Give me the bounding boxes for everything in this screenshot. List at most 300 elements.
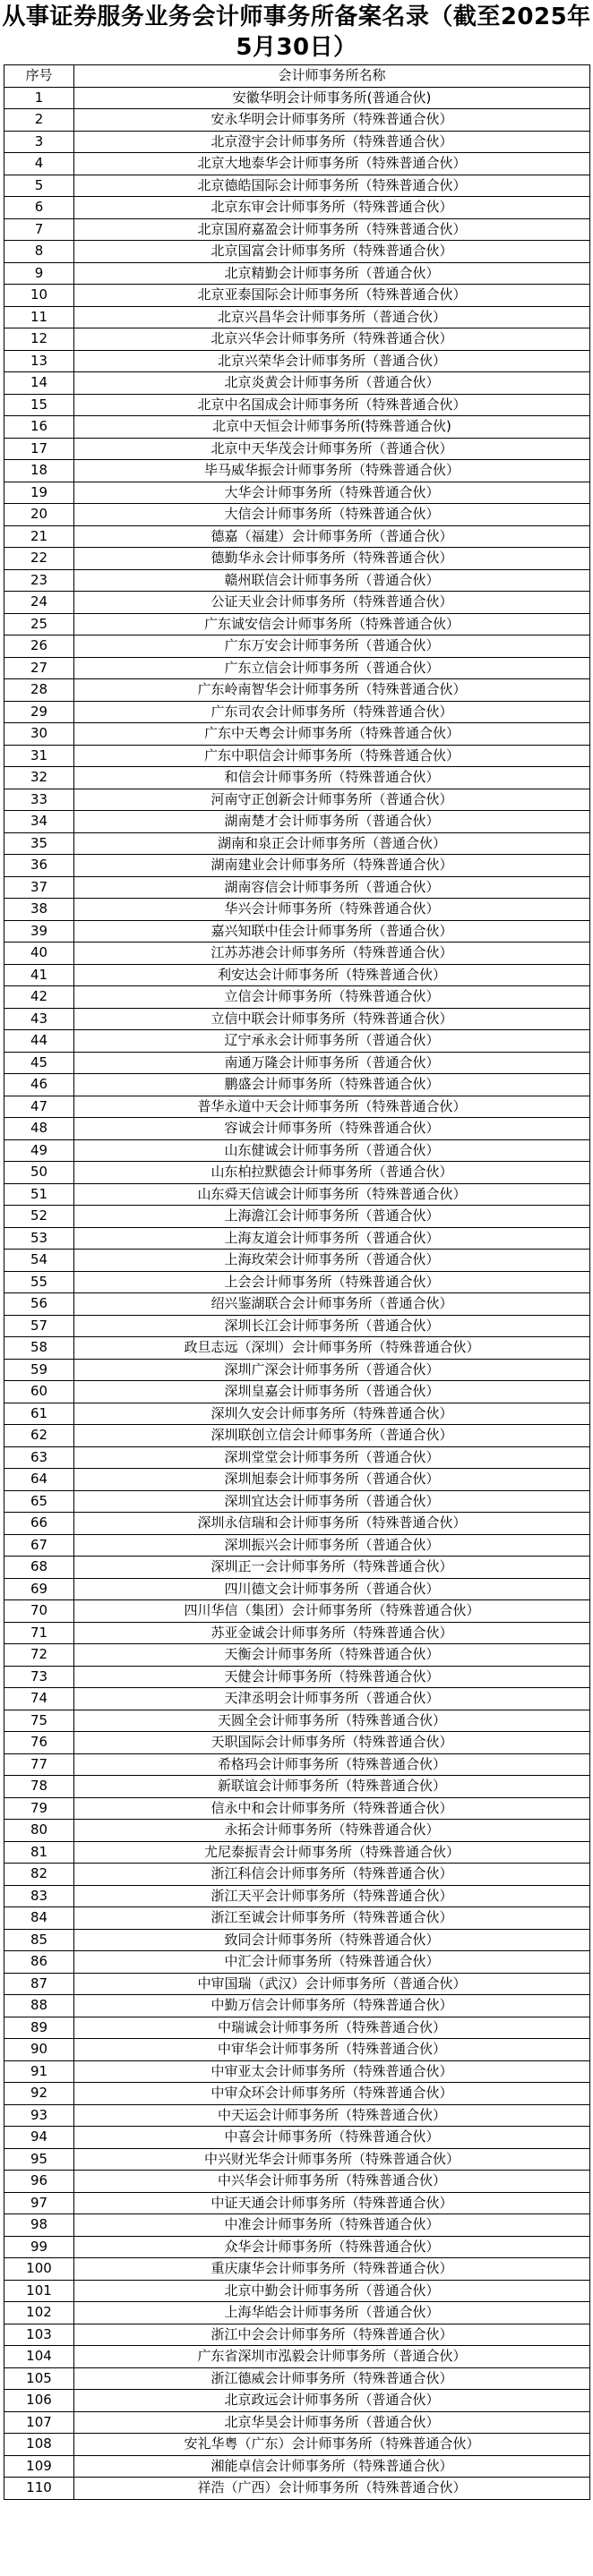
firm-name-cell: 天衡会计师事务所（特殊普通合伙）	[74, 1644, 590, 1667]
serial-number-cell: 32	[4, 767, 74, 789]
table-row	[4, 285, 590, 307]
serial-number-cell: 28	[4, 679, 74, 702]
serial-number-cell: 6	[4, 197, 74, 219]
serial-number-cell: 61	[4, 1403, 74, 1425]
firm-name-cell: 广东立信会计师事务所（普通合伙）	[74, 657, 590, 679]
firm-name-cell: 北京中名国成会计师事务所（特殊普通合伙）	[74, 394, 590, 416]
serial-number-cell: 88	[4, 1995, 74, 2017]
serial-number-cell: 100	[4, 2258, 74, 2281]
table-row	[4, 1995, 590, 2017]
table-row	[4, 1710, 590, 1732]
serial-number-cell: 30	[4, 723, 74, 746]
table-row	[4, 1864, 590, 1886]
table-row	[4, 876, 590, 899]
table-row	[4, 1600, 590, 1623]
table-row	[4, 1381, 590, 1403]
firm-name-cell: 北京中天华茂会计师事务所（普通合伙）	[74, 438, 590, 460]
table-row	[4, 2302, 590, 2324]
firm-name-cell: 浙江至诚会计师事务所（特殊普通合伙）	[74, 1907, 590, 1930]
firm-name-cell: 北京中勤会计师事务所（普通合伙）	[74, 2280, 590, 2302]
firm-name-cell: 中审国瑞（武汉）会计师事务所（普通合伙）	[74, 1973, 590, 1995]
firm-name-cell: 利安达会计师事务所（特殊普通合伙）	[74, 964, 590, 986]
firm-name-cell: 毕马威华振会计师事务所（特殊普通合伙）	[74, 460, 590, 482]
table-row	[4, 2478, 590, 2500]
table-row	[4, 1250, 590, 1272]
firm-name-cell: 嘉兴知联中佳会计师事务所（普通合伙）	[74, 920, 590, 943]
serial-number-cell: 78	[4, 1776, 74, 1798]
table-row	[4, 701, 590, 723]
serial-number-cell: 3	[4, 131, 74, 153]
table-row	[4, 1666, 590, 1688]
firm-name-cell: 中审亚太会计师事务所（特殊普通合伙）	[74, 2060, 590, 2083]
firm-name-cell: 中勤万信会计师事务所（特殊普通合伙）	[74, 1995, 590, 2017]
serial-number-cell: 104	[4, 2346, 74, 2368]
serial-number-cell: 46	[4, 1074, 74, 1096]
serial-number-cell: 92	[4, 2083, 74, 2105]
header-serial-number: 序号	[4, 65, 74, 88]
serial-number-cell: 73	[4, 1666, 74, 1688]
serial-number-cell: 97	[4, 2192, 74, 2214]
table-row	[4, 1973, 590, 1995]
firm-name-cell: 上会会计师事务所（特殊普通合伙）	[74, 1271, 590, 1293]
serial-number-cell: 93	[4, 2104, 74, 2127]
firm-name-cell: 公证天业会计师事务所（特殊普通合伙）	[74, 592, 590, 614]
firm-name-cell: 天津丞明会计师事务所（普通合伙）	[74, 1688, 590, 1710]
serial-number-cell: 15	[4, 394, 74, 416]
firm-name-cell: 深圳永信瑞和会计师事务所（特殊普通合伙）	[74, 1513, 590, 1535]
serial-number-cell: 16	[4, 416, 74, 439]
table-row	[4, 1074, 590, 1096]
serial-number-cell: 102	[4, 2302, 74, 2324]
firm-name-cell: 立信中联会计师事务所（特殊普通合伙）	[74, 1008, 590, 1030]
table-row	[4, 2017, 590, 2039]
serial-number-cell: 81	[4, 1841, 74, 1864]
serial-number-cell: 48	[4, 1118, 74, 1140]
table-row	[4, 2367, 590, 2390]
serial-number-cell: 21	[4, 525, 74, 548]
firm-name-cell: 北京兴昌华会计师事务所（普通合伙）	[74, 306, 590, 328]
serial-number-cell: 84	[4, 1907, 74, 1930]
table-row	[4, 548, 590, 570]
table-row	[4, 1096, 590, 1118]
serial-number-cell: 37	[4, 876, 74, 899]
serial-number-cell: 31	[4, 745, 74, 767]
firm-name-cell: 湖南楚才会计师事务所（普通合伙）	[74, 811, 590, 833]
firm-name-cell: 广东诚安信会计师事务所（特殊普通合伙）	[74, 613, 590, 635]
firm-name-cell: 中天运会计师事务所（特殊普通合伙）	[74, 2104, 590, 2127]
firm-name-cell: 北京华昊会计师事务所（普通合伙）	[74, 2411, 590, 2434]
table-row	[4, 328, 590, 351]
serial-number-cell: 96	[4, 2171, 74, 2193]
table-row	[4, 1513, 590, 1535]
serial-number-cell: 109	[4, 2455, 74, 2478]
firm-name-cell: 中瑞诚会计师事务所（特殊普通合伙）	[74, 2017, 590, 2039]
firm-name-cell: 深圳旭泰会计师事务所（普通合伙）	[74, 1469, 590, 1491]
serial-number-cell: 43	[4, 1008, 74, 1030]
table-row	[4, 2039, 590, 2061]
table-row	[4, 1534, 590, 1557]
serial-number-cell: 69	[4, 1578, 74, 1600]
table-row	[4, 1139, 590, 1162]
firm-name-cell: 广东岭南智华会计师事务所（特殊普通合伙）	[74, 679, 590, 702]
firm-name-cell: 容诚会计师事务所（特殊普通合伙）	[74, 1118, 590, 1140]
table-row	[4, 482, 590, 504]
serial-number-cell: 45	[4, 1052, 74, 1074]
table-row	[4, 1797, 590, 1820]
table-row	[4, 1557, 590, 1579]
table-row	[4, 2083, 590, 2105]
table-row	[4, 2060, 590, 2083]
table-row	[4, 504, 590, 526]
table-row	[4, 218, 590, 241]
serial-number-cell: 62	[4, 1425, 74, 1447]
table-row	[4, 153, 590, 175]
serial-number-cell: 103	[4, 2324, 74, 2346]
firm-name-cell: 中兴财光华会计师事务所（特殊普通合伙）	[74, 2148, 590, 2171]
serial-number-cell: 42	[4, 986, 74, 1009]
table-row	[4, 2411, 590, 2434]
firm-name-cell: 北京精勤会计师事务所（普通合伙）	[74, 262, 590, 285]
firm-name-cell: 和信会计师事务所（特殊普通合伙）	[74, 767, 590, 789]
serial-number-cell: 34	[4, 811, 74, 833]
table-row	[4, 2127, 590, 2149]
firm-name-cell: 中审华会计师事务所（特殊普通合伙）	[74, 2039, 590, 2061]
serial-number-cell: 51	[4, 1183, 74, 1206]
firm-name-cell: 上海澹江会计师事务所（普通合伙）	[74, 1206, 590, 1228]
firm-name-cell: 北京亚泰国际会计师事务所（特殊普通合伙）	[74, 285, 590, 307]
firm-name-cell: 南通万隆会计师事务所（普通合伙）	[74, 1052, 590, 1074]
table-row	[4, 1688, 590, 1710]
table-row	[4, 964, 590, 986]
firm-name-cell: 希格玛会计师事务所（特殊普通合伙）	[74, 1753, 590, 1776]
firm-name-cell: 天健会计师事务所（特殊普通合伙）	[74, 1666, 590, 1688]
serial-number-cell: 68	[4, 1557, 74, 1579]
serial-number-cell: 85	[4, 1929, 74, 1951]
serial-number-cell: 24	[4, 592, 74, 614]
serial-number-cell: 53	[4, 1227, 74, 1250]
firm-name-cell: 江苏苏港会计师事务所（特殊普通合伙）	[74, 943, 590, 965]
firm-name-cell: 湖南和泉正会计师事务所（普通合伙）	[74, 832, 590, 855]
firm-name-cell: 安永华明会计师事务所（特殊普通合伙）	[74, 109, 590, 132]
firm-name-cell: 天职国际会计师事务所（特殊普通合伙）	[74, 1732, 590, 1754]
table-row	[4, 920, 590, 943]
firm-name-cell: 安礼华粤（广东）会计师事务所（特殊普通合伙）	[74, 2434, 590, 2456]
serial-number-cell: 110	[4, 2478, 74, 2500]
firm-name-cell: 浙江天平会计师事务所（特殊普通合伙）	[74, 1885, 590, 1907]
firm-name-cell: 中准会计师事务所（特殊普通合伙）	[74, 2214, 590, 2237]
serial-number-cell: 13	[4, 350, 74, 372]
firm-name-cell: 北京中天恒会计师事务所(特殊普通合伙)	[74, 416, 590, 439]
firm-name-cell: 永拓会计师事务所（特殊普通合伙）	[74, 1820, 590, 1842]
table-row	[4, 1118, 590, 1140]
table-row	[4, 2434, 590, 2456]
firm-name-cell: 德嘉（福建）会计师事务所（普通合伙）	[74, 525, 590, 548]
table-row	[4, 592, 590, 614]
firm-name-cell: 深圳堂堂会计师事务所（普通合伙）	[74, 1446, 590, 1469]
serial-number-cell: 8	[4, 241, 74, 263]
table-row	[4, 1490, 590, 1513]
serial-number-cell: 108	[4, 2434, 74, 2456]
table-row	[4, 1008, 590, 1030]
serial-number-cell: 23	[4, 569, 74, 592]
firm-name-cell: 浙江科信会计师事务所（特殊普通合伙）	[74, 1864, 590, 1886]
table-row	[4, 525, 590, 548]
table-row	[4, 1162, 590, 1184]
header-firm-name: 会计师事务所名称	[74, 65, 590, 88]
table-row	[4, 899, 590, 921]
firm-name-cell: 深圳久安会计师事务所（特殊普通合伙）	[74, 1403, 590, 1425]
serial-number-cell: 10	[4, 285, 74, 307]
firm-name-cell: 大信会计师事务所（特殊普通合伙）	[74, 504, 590, 526]
table-row	[4, 745, 590, 767]
table-row	[4, 1732, 590, 1754]
table-row	[4, 2148, 590, 2171]
firm-name-cell: 深圳长江会计师事务所（普通合伙）	[74, 1315, 590, 1337]
firm-name-cell: 湖南建业会计师事务所（特殊普通合伙）	[74, 855, 590, 877]
firm-name-cell: 北京政远会计师事务所（普通合伙）	[74, 2390, 590, 2412]
serial-number-cell: 55	[4, 1271, 74, 1293]
table-row	[4, 2280, 590, 2302]
firm-name-cell: 北京兴华会计师事务所（特殊普通合伙）	[74, 328, 590, 351]
table-row	[4, 855, 590, 877]
table-row	[4, 2346, 590, 2368]
serial-number-cell: 74	[4, 1688, 74, 1710]
serial-number-cell: 91	[4, 2060, 74, 2083]
serial-number-cell: 67	[4, 1534, 74, 1557]
table-row	[4, 109, 590, 132]
table-row	[4, 657, 590, 679]
serial-number-cell: 59	[4, 1359, 74, 1381]
table-row	[4, 613, 590, 635]
firm-name-cell: 深圳皇嘉会计师事务所（普通合伙）	[74, 1381, 590, 1403]
firm-name-cell: 深圳联创立信会计师事务所（普通合伙）	[74, 1425, 590, 1447]
firm-name-cell: 北京炎黄会计师事务所（普通合伙）	[74, 372, 590, 395]
serial-number-cell: 38	[4, 899, 74, 921]
table-row	[4, 460, 590, 482]
firm-name-cell: 上海友道会计师事务所（普通合伙）	[74, 1227, 590, 1250]
firm-name-cell: 湘能卓信会计师事务所（特殊普通合伙）	[74, 2455, 590, 2478]
serial-number-cell: 4	[4, 153, 74, 175]
serial-number-cell: 80	[4, 1820, 74, 1842]
firm-name-cell: 浙江中会会计师事务所（特殊普通合伙）	[74, 2324, 590, 2346]
table-row	[4, 1951, 590, 1974]
serial-number-cell: 18	[4, 460, 74, 482]
serial-number-cell: 9	[4, 262, 74, 285]
table-row	[4, 394, 590, 416]
serial-number-cell: 47	[4, 1096, 74, 1118]
table-row	[4, 1578, 590, 1600]
serial-number-cell: 56	[4, 1293, 74, 1316]
firm-name-cell: 四川德文会计师事务所（普通合伙）	[74, 1578, 590, 1600]
serial-number-cell: 36	[4, 855, 74, 877]
firm-name-cell: 上海玫荣会计师事务所（普通合伙）	[74, 1250, 590, 1272]
table-row	[4, 438, 590, 460]
firm-name-cell: 广东省深圳市泓毅会计师事务所（普通合伙）	[74, 2346, 590, 2368]
table-row	[4, 1183, 590, 1206]
firm-name-cell: 山东舜天信诚会计师事务所（特殊普通合伙）	[74, 1183, 590, 1206]
serial-number-cell: 39	[4, 920, 74, 943]
serial-number-cell: 76	[4, 1732, 74, 1754]
firm-name-cell: 北京澄宇会计师事务所（特殊普通合伙）	[74, 131, 590, 153]
table-row	[4, 1359, 590, 1381]
firm-name-cell: 大华会计师事务所（特殊普通合伙）	[74, 482, 590, 504]
serial-number-cell: 22	[4, 548, 74, 570]
table-row	[4, 1753, 590, 1776]
table-row	[4, 350, 590, 372]
table-row	[4, 1929, 590, 1951]
firm-name-cell: 中兴华会计师事务所（特殊普通合伙）	[74, 2171, 590, 2193]
firm-name-cell: 中证天通会计师事务所（特殊普通合伙）	[74, 2192, 590, 2214]
table-row	[4, 87, 590, 109]
serial-number-cell: 95	[4, 2148, 74, 2171]
serial-number-cell: 107	[4, 2411, 74, 2434]
table-row	[4, 832, 590, 855]
serial-number-cell: 29	[4, 701, 74, 723]
firm-name-cell: 北京国富会计师事务所（特殊普通合伙）	[74, 241, 590, 263]
firm-name-cell: 中审众环会计师事务所（特殊普通合伙）	[74, 2083, 590, 2105]
table-row	[4, 1622, 590, 1644]
table-row	[4, 2390, 590, 2412]
table-row	[4, 1293, 590, 1316]
firm-name-cell: 上海华皓会计师事务所（普通合伙）	[74, 2302, 590, 2324]
serial-number-cell: 12	[4, 328, 74, 351]
firm-name-cell: 广东中天粤会计师事务所（特殊普通合伙）	[74, 723, 590, 746]
firm-name-cell: 北京国府嘉盈会计师事务所（特殊普通合伙）	[74, 218, 590, 241]
table-row	[4, 131, 590, 153]
serial-number-cell: 2	[4, 109, 74, 132]
firm-name-cell: 普华永道中天会计师事务所（特殊普通合伙）	[74, 1096, 590, 1118]
firm-name-cell: 四川华信（集团）会计师事务所（特殊普通合伙）	[74, 1600, 590, 1623]
serial-number-cell: 35	[4, 832, 74, 855]
serial-number-cell: 58	[4, 1337, 74, 1360]
table-row	[4, 1425, 590, 1447]
serial-number-cell: 94	[4, 2127, 74, 2149]
serial-number-cell: 19	[4, 482, 74, 504]
serial-number-cell: 5	[4, 175, 74, 197]
table-row	[4, 789, 590, 811]
serial-number-cell: 14	[4, 372, 74, 395]
table-row	[4, 2192, 590, 2214]
serial-number-cell: 79	[4, 1797, 74, 1820]
table-row	[4, 1446, 590, 1469]
table-row	[4, 1469, 590, 1491]
serial-number-cell: 75	[4, 1710, 74, 1732]
table-row	[4, 1227, 590, 1250]
table-row	[4, 723, 590, 746]
firm-name-cell: 辽宁承永会计师事务所（普通合伙）	[74, 1030, 590, 1053]
table-row	[4, 416, 590, 439]
serial-number-cell: 63	[4, 1446, 74, 1469]
table-header-row	[4, 65, 590, 88]
serial-number-cell: 50	[4, 1162, 74, 1184]
table-row	[4, 2258, 590, 2281]
firm-name-cell: 广东司农会计师事务所（特殊普通合伙）	[74, 701, 590, 723]
firm-name-cell: 北京东审会计师事务所（特殊普通合伙）	[74, 197, 590, 219]
firm-name-cell: 广东万安会计师事务所（普通合伙）	[74, 635, 590, 658]
serial-number-cell: 105	[4, 2367, 74, 2390]
serial-number-cell: 71	[4, 1622, 74, 1644]
serial-number-cell: 72	[4, 1644, 74, 1667]
serial-number-cell: 26	[4, 635, 74, 658]
table-row	[4, 1052, 590, 1074]
serial-number-cell: 57	[4, 1315, 74, 1337]
table-row	[4, 2236, 590, 2258]
table-row	[4, 262, 590, 285]
firm-name-cell: 山东柏拉默德会计师事务所（普通合伙）	[74, 1162, 590, 1184]
table-row	[4, 372, 590, 395]
table-row	[4, 2104, 590, 2127]
serial-number-cell: 82	[4, 1864, 74, 1886]
firm-name-cell: 深圳广深会计师事务所（普通合伙）	[74, 1359, 590, 1381]
firm-name-cell: 中喜会计师事务所（特殊普通合伙）	[74, 2127, 590, 2149]
table-row	[4, 1820, 590, 1842]
table-row	[4, 2455, 590, 2478]
serial-number-cell: 87	[4, 1973, 74, 1995]
table-row	[4, 811, 590, 833]
table-row	[4, 1907, 590, 1930]
serial-number-cell: 64	[4, 1469, 74, 1491]
table-row	[4, 197, 590, 219]
serial-number-cell: 98	[4, 2214, 74, 2237]
firm-name-cell: 赣州联信会计师事务所（普通合伙）	[74, 569, 590, 592]
firm-name-cell: 重庆康华会计师事务所（特殊普通合伙）	[74, 2258, 590, 2281]
firm-name-cell: 新联谊会计师事务所（特殊普通合伙）	[74, 1776, 590, 1798]
serial-number-cell: 11	[4, 306, 74, 328]
serial-number-cell: 83	[4, 1885, 74, 1907]
table-row	[4, 1271, 590, 1293]
firm-name-cell: 众华会计师事务所（特殊普通合伙）	[74, 2236, 590, 2258]
firm-name-cell: 政旦志远（深圳）会计师事务所（特殊普通合伙）	[74, 1337, 590, 1360]
serial-number-cell: 54	[4, 1250, 74, 1272]
firm-name-cell: 深圳宜达会计师事务所（普通合伙）	[74, 1490, 590, 1513]
firm-name-cell: 祥浩（广西）会计师事务所（特殊普通合伙）	[74, 2478, 590, 2500]
firm-name-cell: 中汇会计师事务所（特殊普通合伙）	[74, 1951, 590, 1974]
table-row	[4, 306, 590, 328]
serial-number-cell: 1	[4, 87, 74, 109]
serial-number-cell: 52	[4, 1206, 74, 1228]
serial-number-cell: 20	[4, 504, 74, 526]
firm-name-cell: 安徽华明会计师事务所(普通合伙)	[74, 87, 590, 109]
table-row	[4, 943, 590, 965]
firm-name-cell: 鹏盛会计师事务所（特殊普通合伙）	[74, 1074, 590, 1096]
firm-name-cell: 信永中和会计师事务所（特殊普通合伙）	[74, 1797, 590, 1820]
serial-number-cell: 44	[4, 1030, 74, 1053]
firm-registry-table	[4, 64, 590, 2500]
firm-name-cell: 绍兴鉴湖联合会计师事务所（普通合伙）	[74, 1293, 590, 1316]
table-row	[4, 2214, 590, 2237]
serial-number-cell: 25	[4, 613, 74, 635]
firm-name-cell: 尤尼泰振青会计师事务所（特殊普通合伙）	[74, 1841, 590, 1864]
table-row	[4, 767, 590, 789]
serial-number-cell: 66	[4, 1513, 74, 1535]
firm-name-cell: 深圳振兴会计师事务所（普通合伙）	[74, 1534, 590, 1557]
serial-number-cell: 33	[4, 789, 74, 811]
firm-name-cell: 天圆全会计师事务所（特殊普通合伙）	[74, 1710, 590, 1732]
serial-number-cell: 90	[4, 2039, 74, 2061]
serial-number-cell: 7	[4, 218, 74, 241]
table-row	[4, 679, 590, 702]
firm-name-cell: 广东中职信会计师事务所（特殊普通合伙）	[74, 745, 590, 767]
table-row	[4, 1885, 590, 1907]
firm-name-cell: 致同会计师事务所（特殊普通合伙）	[74, 1929, 590, 1951]
table-row	[4, 635, 590, 658]
table-row	[4, 1206, 590, 1228]
table-row	[4, 1403, 590, 1425]
firm-name-cell: 北京大地泰华会计师事务所（特殊普通合伙）	[74, 153, 590, 175]
document-title: 从事证券服务业务会计师事务所备案名录（截至2025年5月30日）	[2, 4, 591, 61]
table-row	[4, 1030, 590, 1053]
table-body	[4, 87, 590, 2499]
